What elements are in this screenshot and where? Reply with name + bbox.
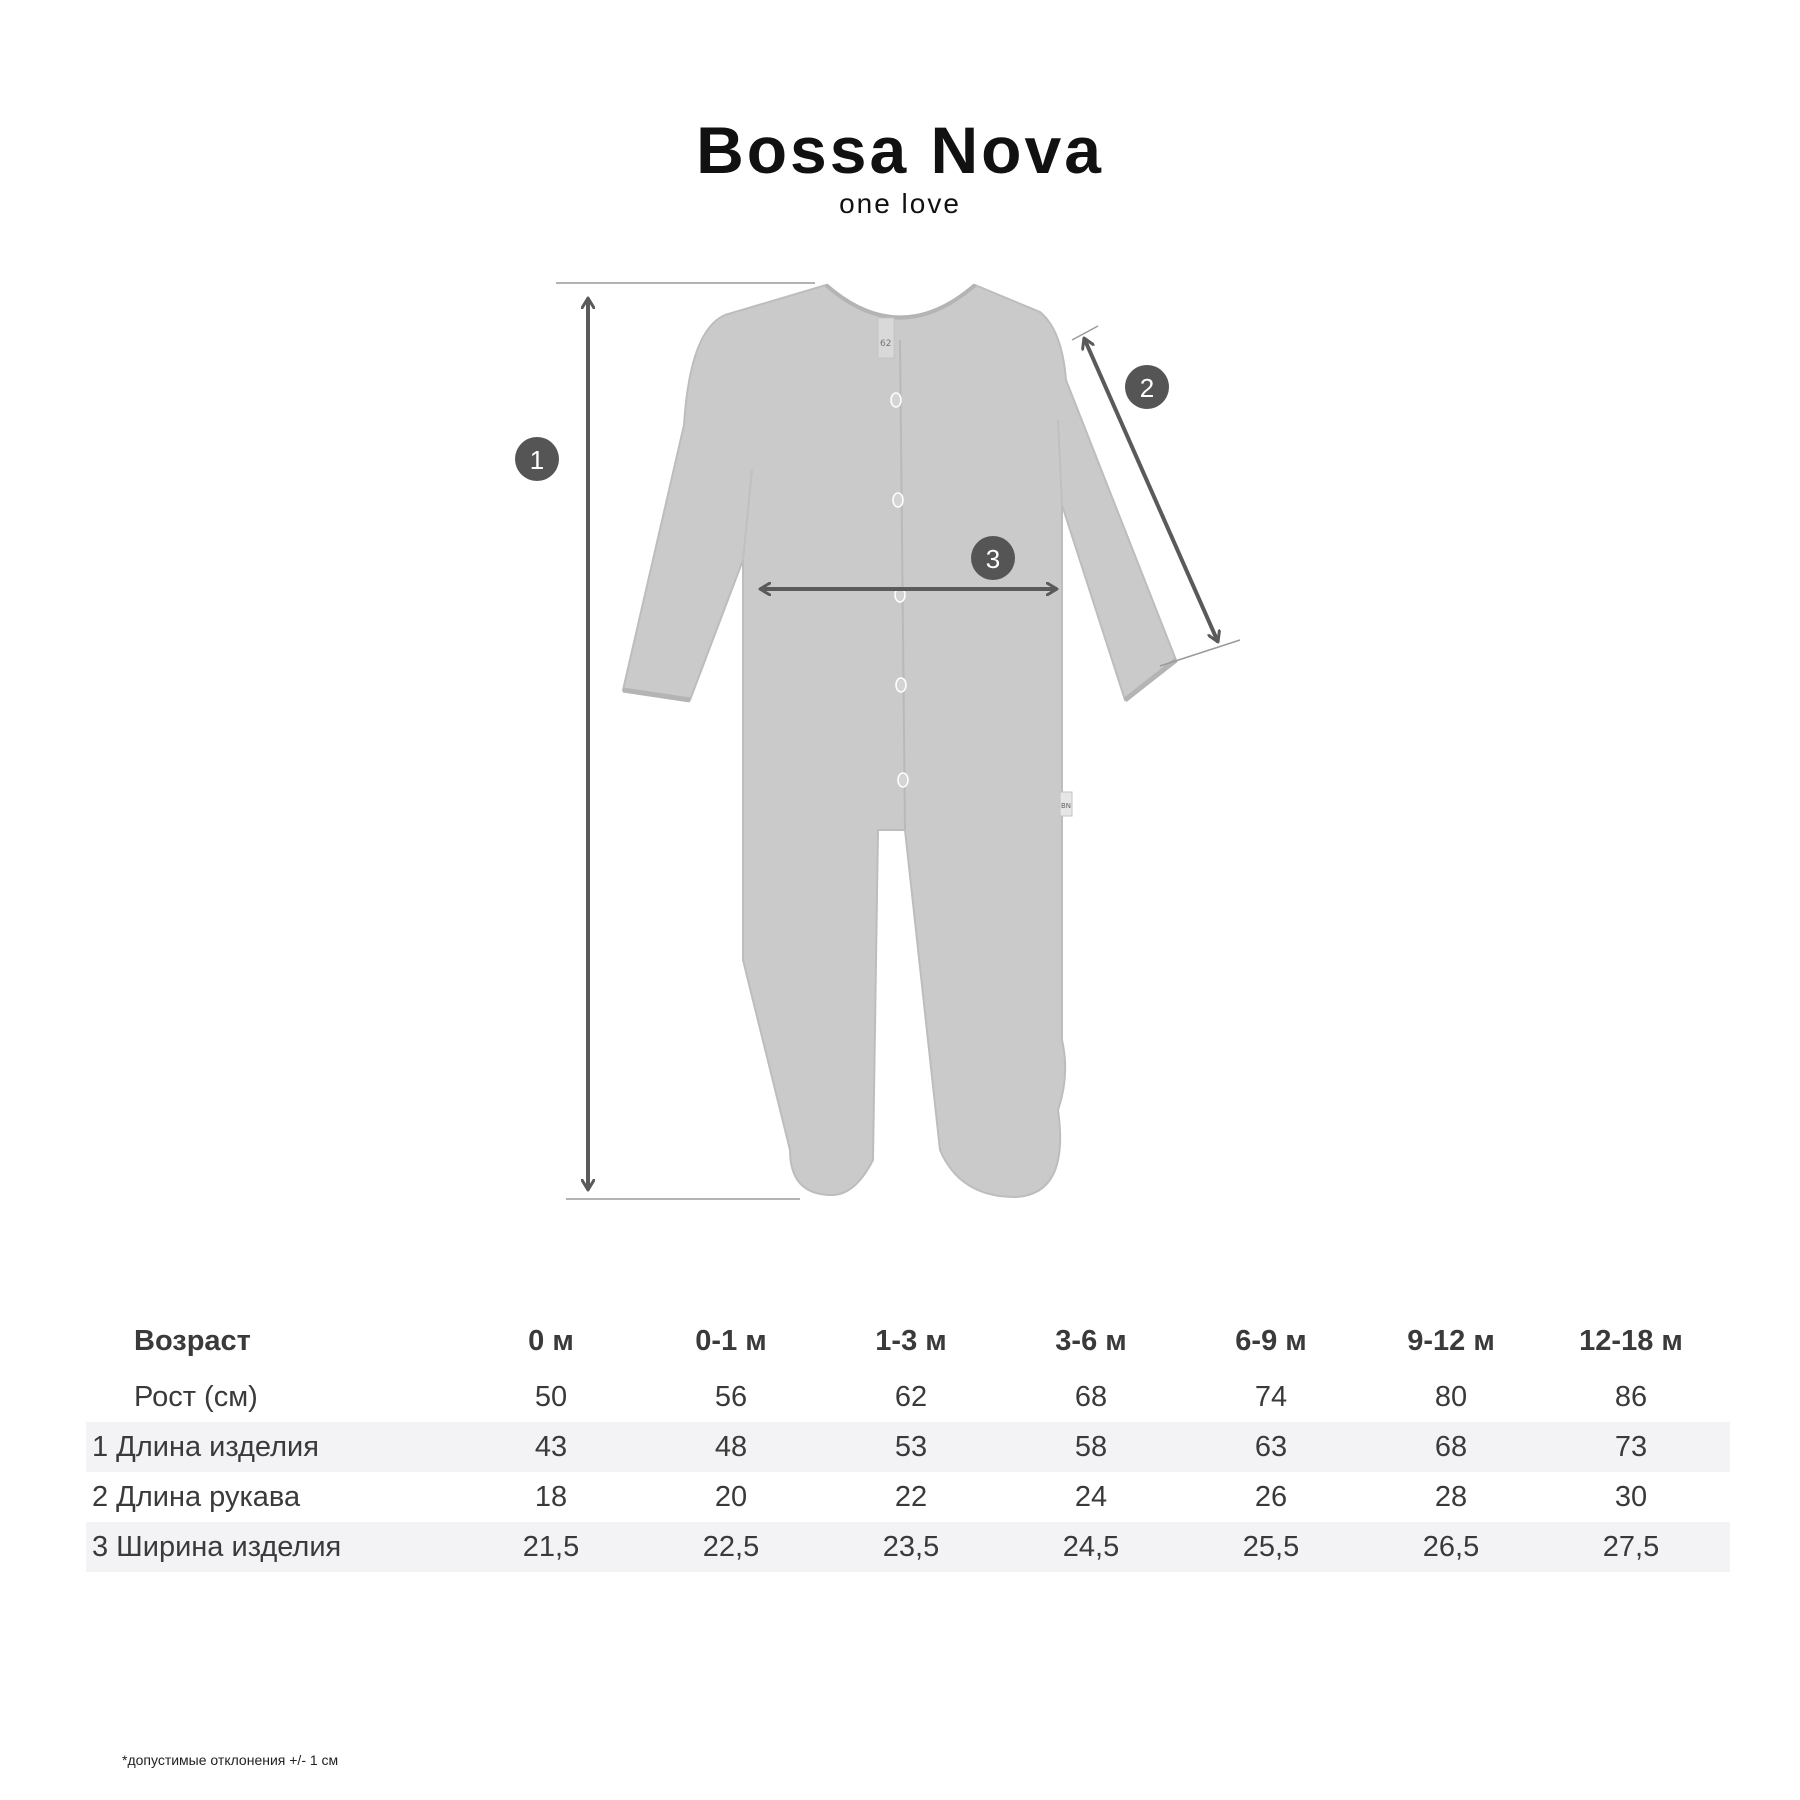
table-cell: 26,5 [1422, 1531, 1480, 1563]
table-row-garment-width [86, 1522, 1730, 1572]
header-cell: 3-6 м [1055, 1325, 1127, 1357]
brand-title: Bossa Nova [696, 113, 1104, 187]
care-label-text: 62 [880, 339, 892, 349]
table-cell: 68 [1074, 1381, 1108, 1413]
table-cell: 53 [894, 1431, 928, 1463]
header-cell: 12-18 м [1579, 1325, 1683, 1357]
table-cell: 86 [1614, 1381, 1648, 1413]
table-cell: 20 [714, 1481, 748, 1513]
sleepsuit-illustration [623, 285, 1176, 1197]
table-cell: 30 [1614, 1481, 1648, 1513]
table-cell: 21,5 [522, 1531, 580, 1563]
table-cell: 27,5 [1602, 1531, 1660, 1563]
table-cell: 25,5 [1242, 1531, 1300, 1563]
table-cell: 23,5 [882, 1531, 940, 1563]
header-cell: 9-12 м [1407, 1325, 1495, 1357]
header-cell: 1-3 м [875, 1325, 947, 1357]
table-cell: 80 [1434, 1381, 1468, 1413]
table-cell: 18 [534, 1481, 568, 1513]
tolerance-footnote: *допустимые отклонения +/- 1 см [122, 1752, 339, 1768]
header-cell: 6-9 м [1235, 1325, 1307, 1357]
table-cell: 48 [714, 1431, 748, 1463]
table-cell: 58 [1074, 1431, 1108, 1463]
row-label: 3 Ширина изделия [92, 1531, 342, 1563]
table-cell: 24,5 [1062, 1531, 1120, 1563]
table-cell: 28 [1434, 1481, 1468, 1513]
marker-badge-1 [515, 437, 559, 481]
row-label: 2 Длина рукава [92, 1481, 301, 1513]
table-row-sleeve-length [86, 1472, 1730, 1522]
table-cell: 43 [534, 1431, 568, 1463]
marker-badge-3 [971, 536, 1015, 580]
header-cell: 0 м [528, 1325, 574, 1357]
table-cell: 73 [1614, 1431, 1648, 1463]
marker-badge-2-label: 2 [1139, 373, 1155, 403]
row-label: Рост (см) [134, 1381, 258, 1413]
table-cell: 68 [1434, 1431, 1468, 1463]
table-row-garment-length [86, 1422, 1730, 1472]
size-chart-table [86, 1310, 1730, 1572]
table-cell: 26 [1254, 1481, 1288, 1513]
table-cell: 50 [534, 1381, 568, 1413]
table-cell: 74 [1254, 1381, 1288, 1413]
table-row-height [86, 1372, 1730, 1422]
table-cell: 63 [1254, 1431, 1288, 1463]
table-cell: 56 [714, 1381, 748, 1413]
marker-badge-3-label: 3 [985, 544, 1001, 574]
marker-badge-2 [1125, 365, 1169, 409]
table-cell: 24 [1074, 1481, 1108, 1513]
care-label [878, 318, 894, 358]
marker-badge-1-label: 1 [529, 445, 545, 475]
table-cell: 22,5 [702, 1531, 760, 1563]
side-brand-tag-text: BN [1061, 802, 1072, 810]
brand-tagline: one love [839, 188, 961, 219]
row-label: 1 Длина изделия [92, 1431, 319, 1463]
header-cell: 0-1 м [695, 1325, 767, 1357]
table-header-row [86, 1310, 1730, 1372]
table-cell: 22 [894, 1481, 928, 1513]
header-label: Возраст [134, 1325, 251, 1357]
table-cell: 62 [894, 1381, 928, 1413]
